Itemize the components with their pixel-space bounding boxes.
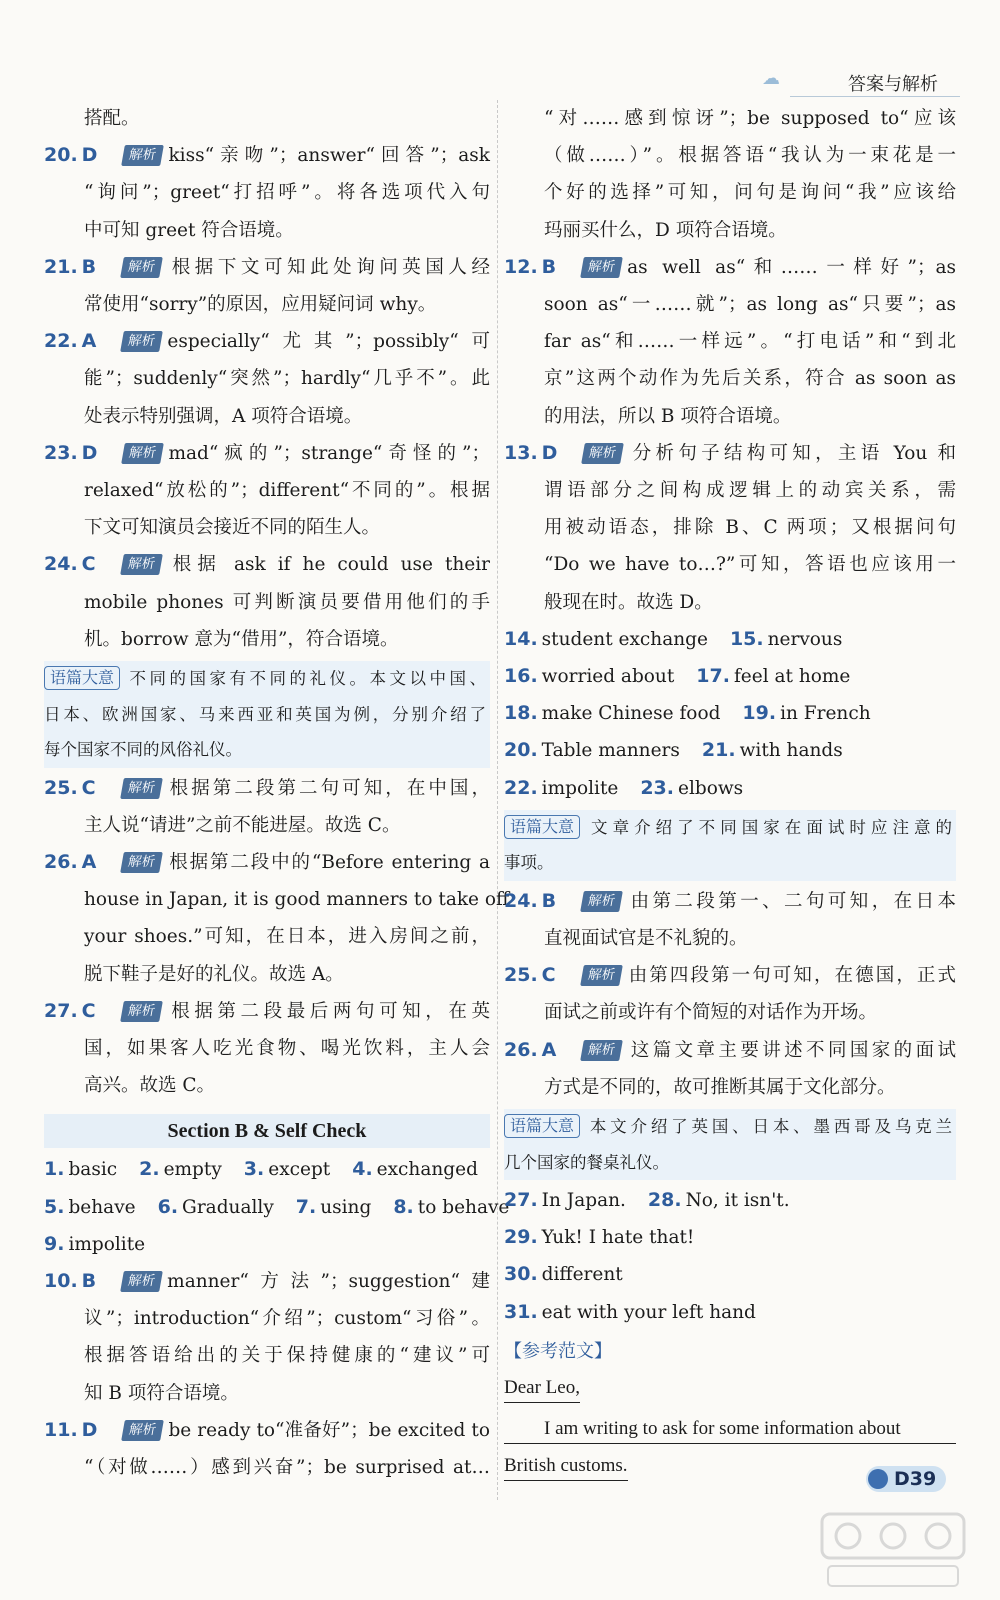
analysis-text: kiss“亲吻”；answer“回答”；ask — [168, 145, 490, 167]
analysis-tag: 解析 — [581, 1040, 624, 1061]
answer-item-21 — [44, 249, 490, 323]
answer-letter: C — [81, 776, 96, 799]
answer-text: impolite — [541, 777, 619, 799]
answer-item-25 — [44, 770, 490, 844]
analysis-text: 根据第二段第二句可知，在中国， — [166, 777, 490, 799]
analysis-tag: 解析 — [120, 1001, 163, 1022]
question-number: 4. — [352, 1158, 373, 1181]
analysis-text: 般现在时。故选 D。 — [544, 591, 713, 613]
analysis-text: 由第二段第一、二句可知，在日本 — [627, 890, 956, 912]
answer-item-12 — [504, 249, 956, 435]
question-number: 27. — [44, 999, 78, 1022]
summary-tag: 语篇大意 — [504, 815, 580, 839]
analysis-text: 根据第二段中的“Before entering a — [167, 851, 490, 873]
header-rule — [790, 96, 960, 97]
analysis-tag: 解析 — [120, 1271, 163, 1292]
page-number: D39 — [894, 1468, 937, 1490]
text-line: “对……感到惊讶”；be supposed to“应该 — [544, 108, 956, 129]
analysis-text: as well as“和……一样好”；as — [627, 256, 956, 278]
answer-item-23 — [44, 435, 490, 547]
text-line: 玛丽买什么，D 项符合语境。 — [544, 219, 787, 241]
fill-answers-row — [504, 1182, 956, 1219]
right-column — [504, 100, 956, 1484]
answer-text: Yuk! I hate that! — [541, 1227, 695, 1249]
summary-text: 几个国家的餐桌礼仪。 — [504, 1152, 669, 1172]
answer-letter: A — [541, 1038, 557, 1061]
answer-text: basic — [68, 1159, 118, 1181]
analysis-text: 脱下鞋子是好的礼仪。故选 A。 — [84, 963, 344, 985]
answer-item-26b — [504, 1032, 956, 1106]
question-number: 3. — [243, 1158, 265, 1181]
answer-letter: D — [81, 441, 98, 464]
question-number: 31. — [504, 1300, 538, 1323]
cloud-decoration-icon: ☁ — [762, 68, 780, 89]
question-number: 5. — [44, 1195, 65, 1218]
answer-text: No, it isn't. — [685, 1190, 790, 1212]
analysis-tag: 解析 — [580, 891, 623, 912]
analysis-text: 谓语部分之间构成逻辑上的动宾关系，需 — [544, 480, 956, 502]
passage-summary — [504, 1109, 956, 1180]
analysis-text: 方式是不同的，故可推断其属于文化部分。 — [544, 1076, 896, 1098]
passage-summary — [504, 810, 956, 881]
question-number: 28. — [647, 1189, 682, 1212]
letter-line: I am writing to ask for some information about — [504, 1415, 956, 1444]
summary-text: 事项。 — [504, 853, 554, 873]
answer-item-20 — [44, 137, 490, 249]
analysis-tag: 解析 — [121, 331, 164, 352]
fill-answers-row — [504, 1256, 956, 1293]
answer-item-24 — [44, 546, 490, 658]
analysis-text: 根据下文可知此处询问英国人经 — [167, 256, 490, 278]
analysis-text: 知 B 项符合语境。 — [84, 1382, 239, 1404]
fill-answers-row — [44, 1151, 490, 1188]
question-number: 25. — [504, 964, 538, 987]
page-number-badge — [866, 1466, 946, 1492]
answer-text: eat with your left hand — [541, 1301, 756, 1323]
analysis-tag: 解析 — [122, 145, 165, 166]
analysis-tag: 解析 — [122, 1420, 165, 1441]
summary-text: 文章介绍了不同国家在面试时应注意的 — [586, 817, 952, 837]
answer-item-25b — [504, 957, 956, 1031]
answer-text: Gradually — [182, 1196, 274, 1218]
analysis-text: 分析句子结构可知，主语 You 和 — [628, 442, 956, 464]
fill-answers-row — [504, 621, 956, 658]
answer-letter: C — [81, 999, 96, 1022]
summary-text: 日本、欧洲国家、马来西亚和英国为例，分别介绍了 — [44, 704, 486, 724]
answer-text: with hands — [739, 740, 843, 762]
summary-text: 本文介绍了英国、日本、墨西哥及乌克兰 — [586, 1117, 952, 1137]
answer-letter: A — [81, 850, 97, 873]
answer-text: Table manners — [541, 740, 680, 762]
answer-text: student exchange — [541, 628, 708, 650]
answer-text: in French — [780, 703, 871, 725]
analysis-text: mobile phones 可判断演员要借用他们的手 — [84, 591, 490, 613]
question-number: 26. — [504, 1038, 538, 1061]
section-title: Section B & Self Check — [44, 1114, 490, 1148]
analysis-text: “Do we have to…?”可知，答语也应该用一 — [544, 554, 956, 576]
question-number: 21. — [44, 255, 78, 278]
question-number: 22. — [44, 330, 78, 353]
analysis-text: 处表示特别强调，A 项符合语境。 — [84, 405, 363, 427]
analysis-text: “询问”；greet“打招呼”。将各选项代入句 — [84, 182, 490, 204]
watermark-logo — [818, 1508, 968, 1592]
question-number: 2. — [139, 1158, 160, 1181]
analysis-text: be ready to“准备好”；be excited to — [168, 1419, 490, 1441]
question-number: 29. — [504, 1226, 538, 1249]
fill-answers-row — [504, 658, 956, 695]
question-number: 20. — [504, 739, 538, 762]
question-number: 1. — [44, 1158, 65, 1181]
analysis-tag: 解析 — [122, 443, 165, 464]
answer-item-13 — [504, 435, 956, 621]
answer-text: worried about — [541, 666, 675, 688]
analysis-tag: 解析 — [121, 852, 164, 873]
analysis-text: mad“疯的”；strange“奇怪的”； — [168, 442, 490, 464]
analysis-tag: 解析 — [120, 554, 163, 575]
analysis-text: house in Japan, it is good manners to take off — [84, 889, 510, 911]
answer-letter: B — [81, 255, 97, 278]
fill-answers-row — [504, 1294, 956, 1331]
answer-text: In Japan. — [541, 1190, 626, 1212]
analysis-text: 根据第二段最后两句可知，在英 — [166, 1000, 490, 1022]
question-number: 23. — [44, 441, 78, 464]
summary-tag: 语篇大意 — [504, 1114, 580, 1138]
analysis-tag: 解析 — [582, 443, 625, 464]
analysis-text: relaxed“放松的”；different“不同的”。根据 — [84, 480, 490, 502]
question-number: 15. — [729, 627, 764, 650]
fill-answers-row — [504, 770, 956, 807]
question-number: 23. — [640, 776, 674, 799]
answer-item-22 — [44, 323, 490, 435]
question-number: 8. — [393, 1195, 414, 1218]
question-number: 17. — [696, 665, 730, 688]
answer-text: elbows — [678, 777, 744, 799]
analysis-text: “（对做……）感到兴奋”；be surprised at… — [84, 1457, 490, 1478]
answer-letter: D — [541, 441, 558, 464]
answer-letter: B — [81, 1269, 97, 1292]
analysis-text: 的用法，所以 B 项符合语境。 — [544, 405, 792, 427]
text-line: 搭配。 — [84, 108, 140, 129]
question-number: 21. — [701, 739, 736, 762]
analysis-text: 京”这两个动作为先后关系，符合 as soon as — [544, 368, 956, 390]
answer-letter: A — [81, 330, 97, 353]
fill-answers-row — [504, 695, 956, 732]
question-number: 18. — [504, 702, 538, 725]
question-number: 11. — [44, 1418, 78, 1441]
summary-text: 不同的国家有不同的礼仪。本文以中国、 — [126, 669, 486, 689]
answer-letter: D — [81, 1418, 98, 1441]
question-number: 24. — [44, 553, 78, 576]
answer-letter: B — [541, 255, 557, 278]
answer-text: empty — [163, 1159, 222, 1181]
analysis-text: 主人说“请进”之前不能进屋。故选 C。 — [84, 814, 401, 836]
question-number: 20. — [44, 144, 78, 167]
answer-item-26 — [44, 844, 510, 993]
analysis-text: 国，如果客人吃光食物、喝光饮料，主人会 — [84, 1037, 490, 1059]
answer-text: feel at home — [733, 666, 851, 688]
page-dot-icon — [868, 1469, 888, 1489]
question-number: 9. — [44, 1232, 65, 1255]
letter-greeting: Dear Leo, — [504, 1374, 580, 1403]
analysis-text: especially“尤其”；possibly“可 — [167, 331, 490, 353]
answer-text: to behave — [417, 1196, 510, 1218]
analysis-text: 高兴。故选 C。 — [84, 1075, 216, 1097]
answer-text: different — [541, 1264, 623, 1286]
question-number: 10. — [44, 1269, 78, 1292]
question-number: 14. — [504, 627, 538, 650]
analysis-text: soon as“一……就”；as long as“只要”；as — [544, 294, 956, 316]
answer-text: except — [268, 1159, 331, 1181]
column-divider — [497, 100, 498, 1500]
analysis-text: 下文可知演员会接近不同的陌生人。 — [84, 517, 381, 539]
text-line: （做……）”。根据答语“我认为一束花是一 — [544, 145, 956, 167]
analysis-text: your shoes.”可知，在日本，进入房间之前， — [84, 926, 490, 948]
fill-answers-row — [44, 1226, 490, 1263]
question-number: 26. — [44, 850, 78, 873]
analysis-text: 这篇文章主要讲述不同国家的面试 — [627, 1039, 956, 1061]
analysis-text: 中可知 greet 符合语境。 — [84, 219, 294, 241]
summary-text: 每个国家不同的风俗礼仪。 — [44, 740, 242, 760]
analysis-tag: 解析 — [580, 965, 623, 986]
analysis-text: 根据 ask if he could use their — [166, 554, 490, 576]
analysis-tag: 解析 — [120, 257, 163, 278]
header-title: 答案与解析 — [848, 74, 938, 95]
analysis-text: 常使用“sorry”的原因，应用疑问词 why。 — [84, 294, 437, 316]
analysis-text: 面试之前或许有个简短的对话作为开场。 — [544, 1002, 878, 1024]
answer-letter: C — [81, 553, 96, 576]
analysis-text: 根据答语给出的关于保持健康的“建议”可 — [84, 1345, 490, 1367]
answer-letter: B — [541, 889, 557, 912]
analysis-tag: 解析 — [580, 257, 623, 278]
fill-answers-row — [504, 732, 956, 769]
question-number: 24. — [504, 889, 538, 912]
left-column — [44, 100, 510, 1486]
summary-tag: 语篇大意 — [44, 666, 120, 690]
page-header — [0, 0, 1000, 100]
reference-essay-label: 【参考范文】 — [504, 1340, 612, 1362]
question-number: 12. — [504, 255, 538, 278]
answer-text: using — [320, 1196, 372, 1218]
analysis-text: 议”；introduction“介绍”；custom“习俗”。 — [84, 1308, 490, 1330]
analysis-text: 机。borrow 意为“借用”，符合语境。 — [84, 628, 399, 650]
analysis-text: far as“和……一样远”。“打电话”和“到北 — [544, 331, 956, 353]
answer-item-10 — [44, 1263, 490, 1412]
text-line: 个好的选择”可知，问句是询问“我”应该给 — [544, 182, 956, 204]
analysis-tag: 解析 — [120, 778, 163, 799]
analysis-text: 能”；suddenly“突然”；hardly“几乎不”。此 — [84, 368, 490, 390]
question-number: 16. — [504, 665, 538, 688]
question-number: 22. — [504, 776, 538, 799]
analysis-text: 直视面试官是不礼貌的。 — [544, 928, 748, 950]
answer-item-27 — [44, 993, 490, 1105]
question-number: 19. — [742, 702, 777, 725]
answer-item-24b — [504, 883, 956, 957]
answer-text: make Chinese food — [541, 703, 721, 725]
question-number: 25. — [44, 776, 78, 799]
answer-text: behave — [68, 1196, 136, 1218]
question-number: 30. — [504, 1263, 538, 1286]
answer-text: nervous — [767, 628, 843, 650]
answer-letter: D — [81, 144, 98, 167]
question-number: 13. — [504, 441, 538, 464]
answer-text: exchanged — [376, 1159, 478, 1181]
question-number: 7. — [295, 1195, 317, 1218]
analysis-text: manner“方法”；suggestion“建 — [167, 1270, 490, 1292]
fill-answers-row — [504, 1219, 956, 1256]
answer-letter: C — [541, 964, 556, 987]
analysis-text: 用被动语态，排除 B、C 两项；又根据问句 — [544, 517, 956, 539]
fill-answers-row — [44, 1189, 510, 1226]
passage-summary — [44, 661, 490, 768]
answer-text: impolite — [68, 1233, 146, 1255]
analysis-text: 由第四段第一句可知，在德国，正式 — [626, 965, 956, 987]
letter-line: British customs. — [504, 1452, 628, 1481]
question-number: 6. — [157, 1195, 179, 1218]
question-number: 27. — [504, 1189, 538, 1212]
answer-item-11 — [44, 1412, 490, 1486]
